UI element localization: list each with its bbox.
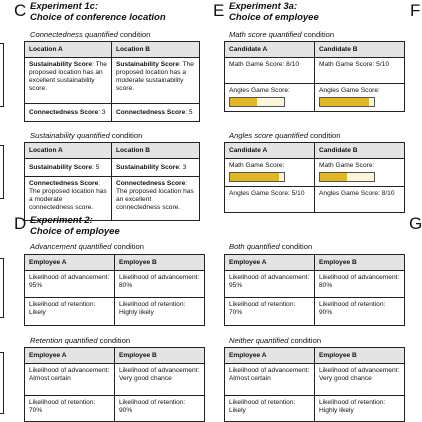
header-candidate-b: Candidate B <box>315 143 405 159</box>
left-cutoff-table-3 <box>0 258 4 318</box>
score-bar <box>319 97 375 107</box>
condition-suffix: condition <box>307 131 341 140</box>
table-row <box>225 298 405 326</box>
cell-a-math: Math Game Score: <box>225 159 315 187</box>
cell-b-advancement: Likelihood of advancement: Very good chance <box>115 364 205 396</box>
header-location-a: Location A <box>25 42 112 58</box>
table-row <box>225 84 405 112</box>
condition-name: Angles score quantified <box>229 131 308 140</box>
table-row <box>225 271 405 298</box>
panel-e-condition-2 <box>229 131 340 140</box>
table-row <box>25 177 200 221</box>
cell-b-retention: Likelihood of retention: Highly likely <box>315 396 405 422</box>
table-row <box>25 396 205 422</box>
header-location-a: Location A <box>25 143 112 159</box>
panel-d-table-1 <box>24 254 205 326</box>
cell-a-advancement: Likelihood of advancement: 95% <box>25 271 115 298</box>
panel-e-title-line2: Choice of employee <box>229 12 319 23</box>
cell-b-connectedness: Connectedness Score: 5 <box>112 104 200 122</box>
panel-d-table-2 <box>24 347 205 422</box>
table-header-row <box>25 42 200 58</box>
header-employee-b: Employee B <box>315 348 405 364</box>
cell-a-connectedness: Connectedness Score: 3 <box>25 104 112 122</box>
panel-letter-g: G <box>409 214 422 233</box>
cell-a-retention: Likelihood of retention: 70% <box>225 298 315 326</box>
panel-letter-d: D <box>14 214 27 233</box>
table-header-row <box>225 348 405 364</box>
neither-condition <box>229 336 321 345</box>
score-bar <box>319 172 375 182</box>
panel-c-condition-2 <box>30 131 142 140</box>
panel-e-condition-1 <box>229 30 334 39</box>
header-employee-b: Employee B <box>115 348 205 364</box>
cell-b-advancement: Likelihood of advancement: 80% <box>115 271 205 298</box>
cell-b-math: Math Game Score: 5/10 <box>315 58 405 84</box>
table-header-row <box>25 348 205 364</box>
panel-d-title <box>30 215 120 237</box>
table-row <box>225 396 405 422</box>
panel-d-title-line2: Choice of employee <box>30 226 120 237</box>
condition-name: Sustainability quantified <box>30 131 110 140</box>
condition-suffix: condition <box>279 242 313 251</box>
score-bar <box>229 97 285 107</box>
left-cutoff-table-2 <box>0 145 4 199</box>
condition-name: Retention quantified <box>30 336 98 345</box>
header-candidate-b: Candidate B <box>315 42 405 58</box>
condition-name: Math score quantified <box>229 30 302 39</box>
cell-b-sustainability: Sustainability Score: The proposed location has a moderate sustainability score. <box>112 58 200 104</box>
panel-e-title-line1: Experiment 3a: <box>229 1 298 12</box>
cell-b-sustainability: Sustainability Score: 3 <box>112 159 200 177</box>
table-header-row <box>225 255 405 271</box>
cell-a-advancement: Likelihood of advancement: 95% <box>225 271 315 298</box>
table-header-row <box>25 255 205 271</box>
table-header-row <box>225 42 405 58</box>
panel-d-title-line1: Experiment 2: <box>30 215 93 226</box>
header-employee-a: Employee A <box>225 255 315 271</box>
cell-a-advancement: Likelihood of advancement: Almost certain <box>225 364 315 396</box>
panel-e-table-2 <box>224 142 405 213</box>
panel-e-title <box>229 1 319 23</box>
panel-e-table-1 <box>224 41 405 112</box>
cell-b-angles: Angles Game Score: 8/10 <box>315 187 405 213</box>
panel-letter-e: E <box>213 1 225 20</box>
header-employee-a: Employee A <box>225 348 315 364</box>
table-row <box>25 364 205 396</box>
cell-a-angles: Angles Game Score: 5/10 <box>225 187 315 213</box>
panel-c-table-1 <box>24 41 200 122</box>
table-row <box>225 159 405 187</box>
header-location-b: Location B <box>112 42 200 58</box>
condition-suffix: condition <box>111 242 144 251</box>
panel-c-title-line1: Experiment 1c: <box>30 1 99 12</box>
condition-name: Both quantified <box>229 242 280 251</box>
header-employee-b: Employee B <box>315 255 405 271</box>
cell-b-advancement: Likelihood of advancement: 80% <box>315 271 405 298</box>
header-location-b: Location B <box>112 143 200 159</box>
table-row <box>225 187 405 213</box>
condition-name: Connectedness quantified <box>30 30 118 39</box>
table-row <box>25 159 200 177</box>
cell-b-connectedness: Connectedness Score: The proposed location has an excellent connectedness score. <box>112 177 200 221</box>
header-employee-a: Employee A <box>25 348 115 364</box>
cell-b-retention: Likelihood of retention: 90% <box>115 396 205 422</box>
cell-a-advancement: Likelihood of advancement: Almost certain <box>25 364 115 396</box>
table-header-row <box>225 143 405 159</box>
cell-a-angles: Angles Game Score: <box>225 84 315 112</box>
score-bar <box>229 172 285 182</box>
panel-letter-f: F <box>410 1 421 20</box>
panel-c-title <box>30 1 166 23</box>
cell-b-advancement: Likelihood of advancement: Very good chance <box>315 364 405 396</box>
cell-a-retention: Likelihood of retention: Likely <box>225 396 315 422</box>
both-table <box>224 254 405 326</box>
cell-b-retention: Likelihood of retention: 90% <box>315 298 405 326</box>
table-row <box>225 58 405 84</box>
left-cutoff-table-1 <box>0 43 4 107</box>
left-cutoff-table-4 <box>0 352 4 414</box>
cell-a-retention: Likelihood of retention: 70% <box>25 396 115 422</box>
cell-b-retention: Likelihood of retention: Highly likely <box>115 298 205 326</box>
cell-a-connectedness: Connectedness Score: The proposed location has a moderate connectedness score. <box>25 177 112 221</box>
panel-c-title-line2: Choice of conference location <box>30 12 166 23</box>
both-condition <box>229 242 312 251</box>
table-row <box>25 58 200 104</box>
table-header-row <box>25 143 200 159</box>
cell-a-sustainability: Sustainability Score: The proposed location has an excellent sustainability score. <box>25 58 112 104</box>
condition-suffix: condition <box>301 30 335 39</box>
header-candidate-a: Candidate A <box>225 42 315 58</box>
condition-suffix: condition <box>97 336 131 345</box>
table-row <box>225 364 405 396</box>
table-row <box>25 104 200 122</box>
neither-table <box>224 347 405 422</box>
cell-a-math: Math Game Score: 8/10 <box>225 58 315 84</box>
panel-c-table-2 <box>24 142 200 221</box>
cell-a-retention: Likelihood of retention: Likely <box>25 298 115 326</box>
condition-suffix: condition <box>109 131 143 140</box>
cell-a-sustainability: Sustainability Score: 5 <box>25 159 112 177</box>
panel-letter-c: C <box>14 1 27 20</box>
header-employee-b: Employee B <box>115 255 205 271</box>
panel-c-condition-1 <box>30 30 150 39</box>
condition-name: Advancement quantified <box>30 242 112 251</box>
table-row <box>25 298 205 326</box>
cell-b-angles: Angles Game Score: <box>315 84 405 112</box>
header-candidate-a: Candidate A <box>225 143 315 159</box>
panel-d-condition-2 <box>30 336 130 345</box>
panel-d-condition-1 <box>30 242 144 251</box>
header-employee-a: Employee A <box>25 255 115 271</box>
cell-b-math: Math Game Score: <box>315 159 405 187</box>
table-row <box>25 271 205 298</box>
condition-name: Neither quantified <box>229 336 289 345</box>
condition-suffix: condition <box>117 30 151 39</box>
condition-suffix: condition <box>288 336 322 345</box>
